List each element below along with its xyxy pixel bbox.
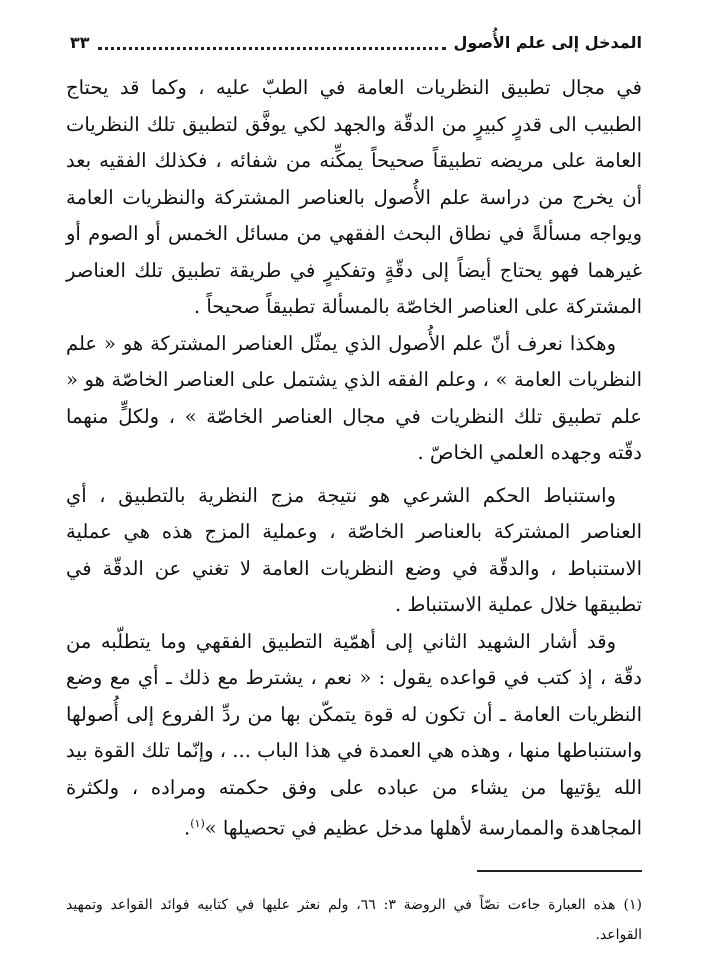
footnote-separator (477, 870, 642, 872)
header-title: المدخل إلى علم الأُصول (453, 32, 642, 52)
header-dot-leader (98, 43, 446, 50)
footnote-reference[interactable]: (١) (190, 817, 205, 830)
page-number: ٣٣ (70, 32, 90, 52)
paragraph-4-text: وقد أشار الشهيد الثاني إلى أهمّية التطبيق الفقهي وما يتطلّبه من دقّة ، إذ كتب في قواعده يقول : « نعم ، يشترط مع ذلك ـ أي مع وضع النظريات العامة ـ أن تكون له قوة يتمكّن بها من ردِّ الفروع إلى أُصولها واستنباطها منها ، وهذه هي العمدة في هذا الباب ... ، وإنّما تلك القوة بيد الله يؤتيها من يشاء من عباده على وفق حكمته ومراده ، ولكثرة المجاهدة والممارسة لأهلها مدخل عظيم في تحصيلها » (66, 629, 642, 840)
footnote (66, 890, 642, 950)
main-text (66, 70, 642, 847)
paragraph-2: وهكذا نعرف أنّ علم الأُصول الذي يمثّل العناصر المشتركة هو « علم النظريات العامة » ، وعلم الفقه الذي يشتمل على العناصر الخاصّة هو « علم تطبيق تلك النظريات في مجال العناصر الخاصّة » ، ولكلٍّ منهما دقّته وجهده العلمي الخاصّ . (66, 331, 642, 464)
paragraph-3: واستنباط الحكم الشرعي هو نتيجة مزج النظرية بالتطبيق ، أي العناصر المشتركة بالعناصر الخاصّة ، وعملية المزج هذه هي عملية الاستنباط ، والدقّة في وضع النظريات العامة لا تغني عن الدقّة في تطبيقها خلال عملية الاستنباط . (66, 483, 642, 616)
paragraph-1: في مجال تطبيق النظريات العامة في الطبّ عليه ، وكما قد يحتاج الطبيب الى قدرٍ كبيرٍ من الدقّة والجهد لكي يوفَّق لتطبيق تلك النظريات العامة على مريضه تطبيقاً صحيحاً يمكِّنه من شفائه ، فكذلك الفقيه بعد أن يخرج من دراسة علم الأُصول بالعناصر المشتركة والنظريات العامة ويواجه مسألةً في نطاق البحث الفقهي من مسائل الخمس أو الصوم أو غيرهما فهو يحتاج أيضاً إلى دقّةٍ وتفكيرٍ في طريقة تطبيق تلك العناصر المشتركة على العناصر الخاصّة بالمسألة تطبيقاً صحيحاً . (66, 76, 642, 318)
footnote-marker: (١) (623, 897, 642, 913)
paragraph-4-end: . (184, 816, 191, 840)
running-header (70, 28, 642, 56)
paragraph-4 (66, 624, 642, 848)
footnote-text: هذه العبارة جاءت نصّاً في الروضة ٣: ٦٦، ولم نعثر عليها في كتابيه فوائد القواعد وتمهيد القواعد. (66, 897, 642, 943)
